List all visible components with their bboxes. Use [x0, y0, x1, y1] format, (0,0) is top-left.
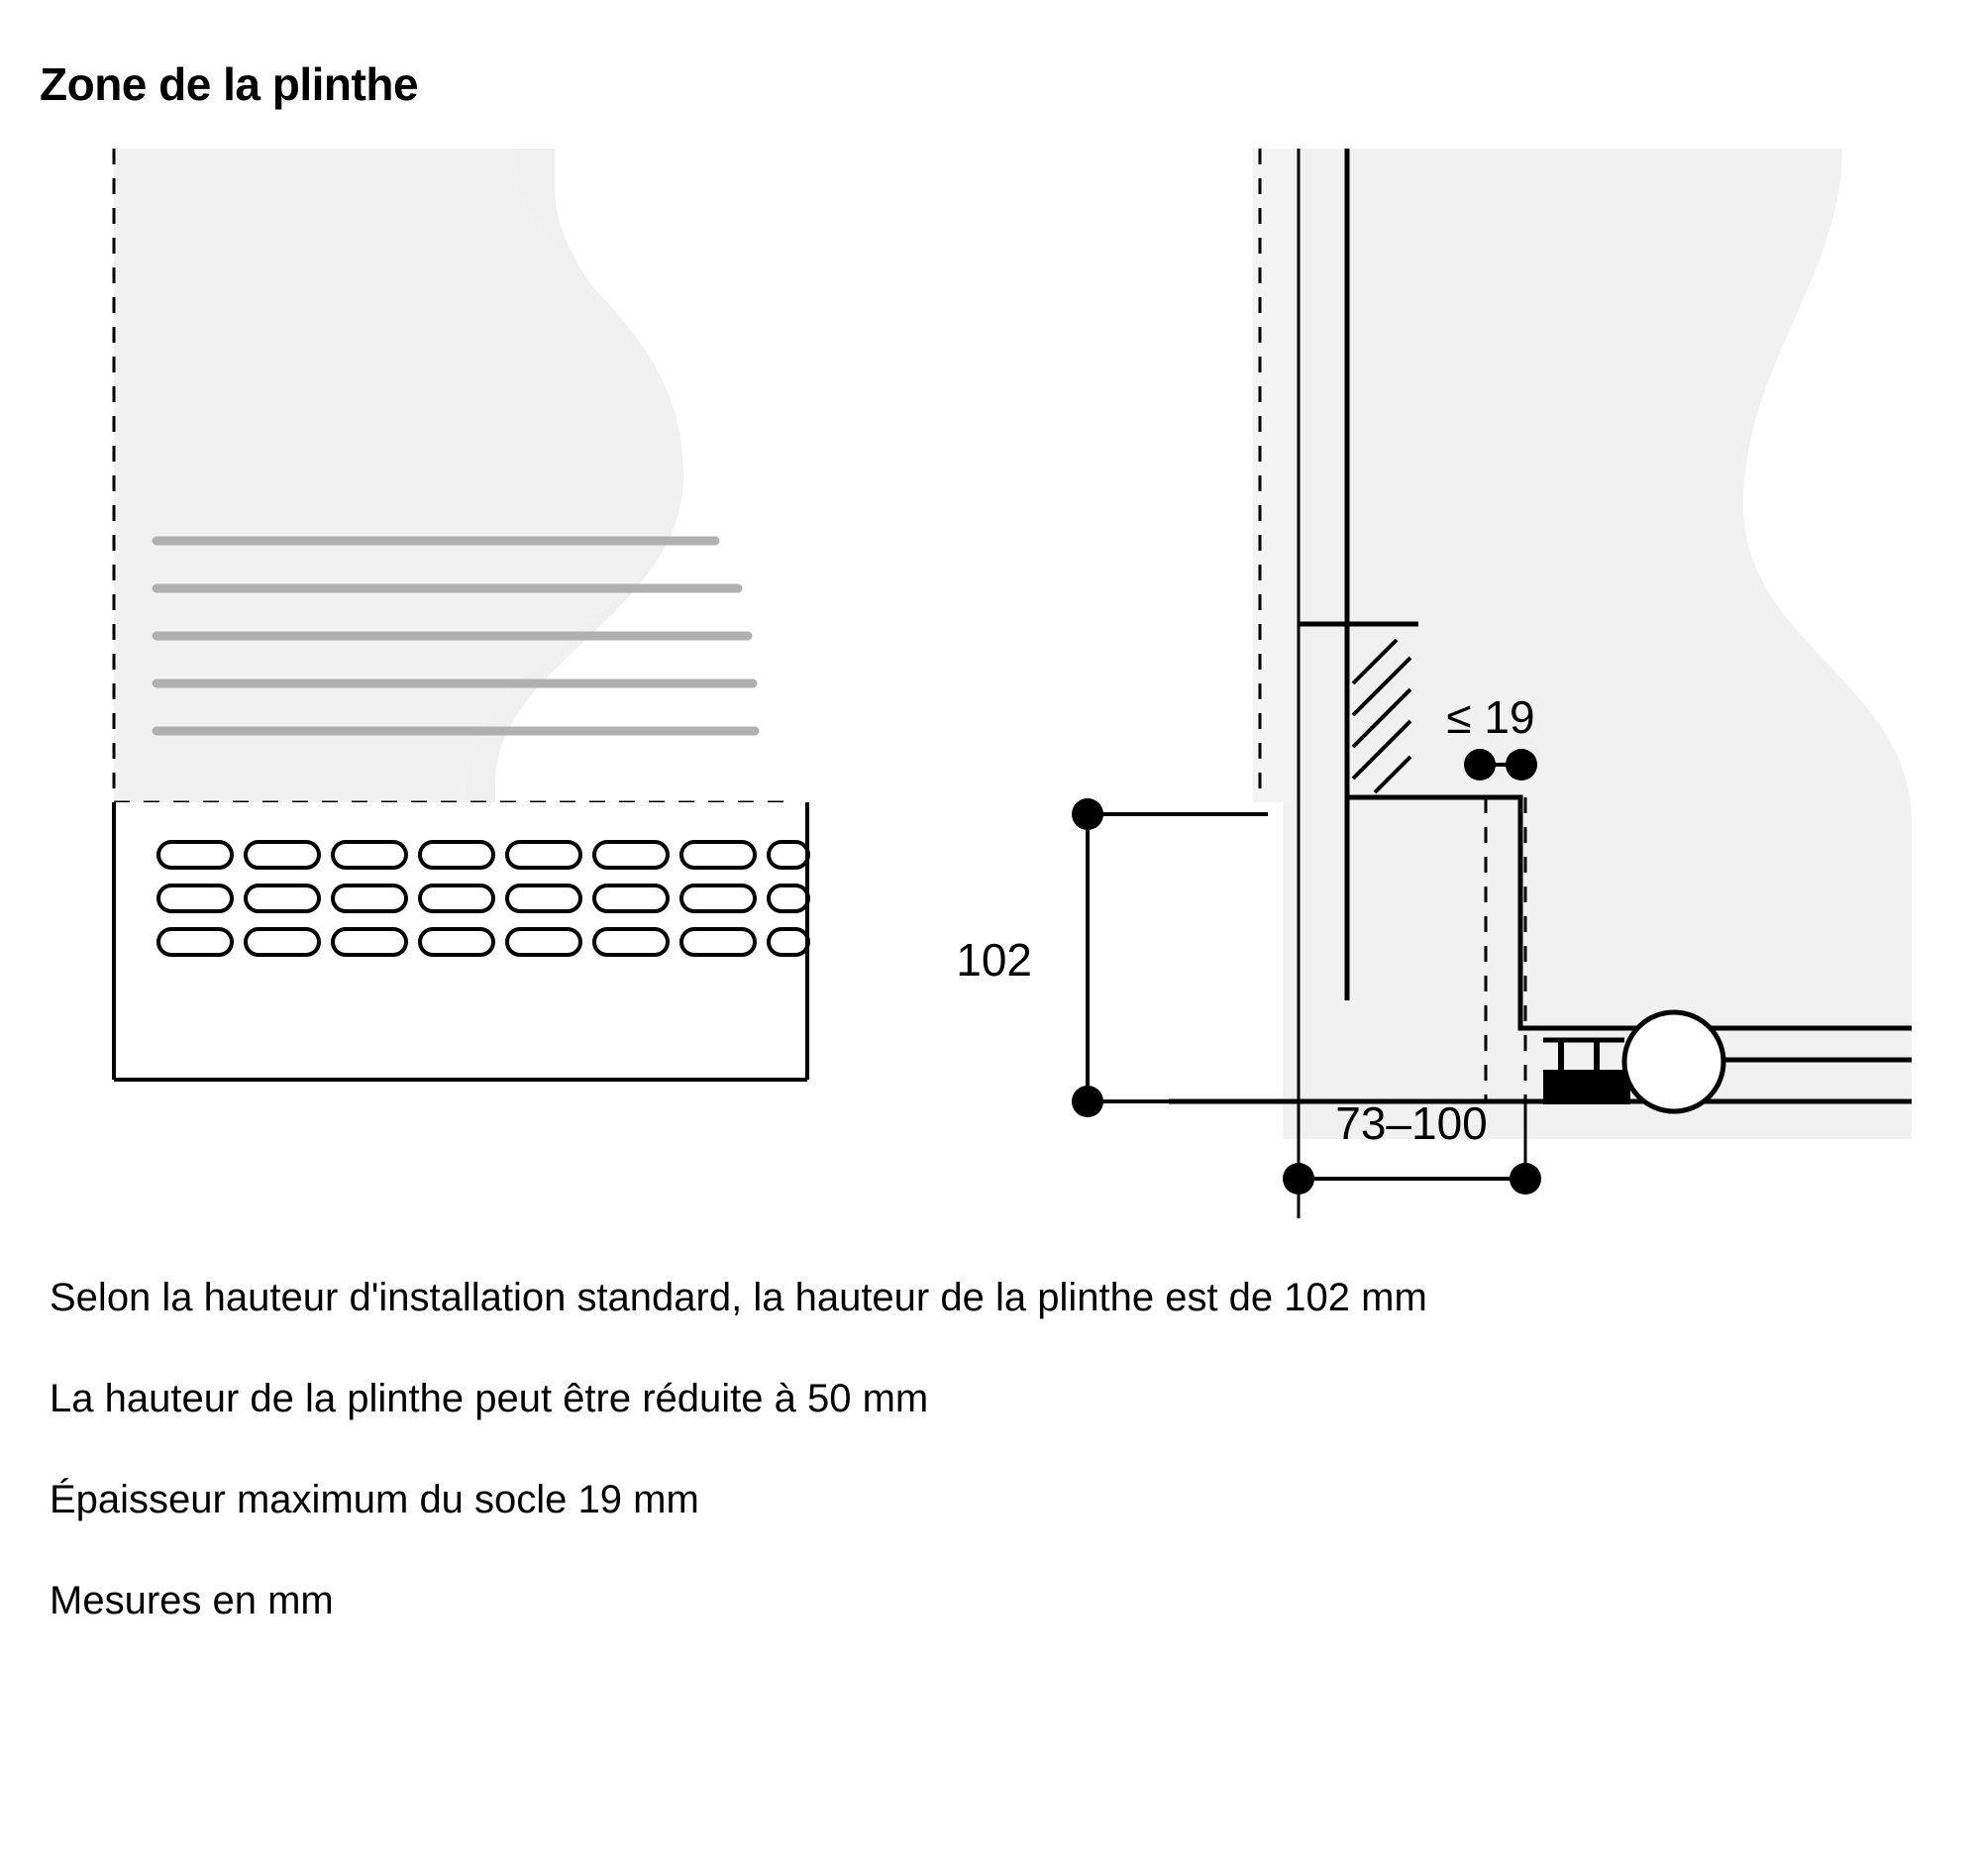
note-item: La hauteur de la plinthe peut être réduite à 50 mm	[50, 1377, 929, 1420]
note-item: Épaisseur maximum du socle 19 mm	[50, 1478, 699, 1521]
page-title: Zone de la plinthe	[40, 58, 419, 110]
label-plinth-height: 102	[956, 934, 1032, 986]
notes-list	[50, 1278, 1931, 1682]
right-view-group	[1072, 149, 1912, 1218]
note-item: Mesures en mm	[50, 1579, 334, 1622]
label-plinth-depth: 73–100	[1335, 1097, 1488, 1149]
label-base-thickness: ≤ 19	[1446, 691, 1535, 743]
left-view-group	[114, 149, 808, 1080]
note-item: Selon la hauteur d'installation standard, la hauteur de la plinthe est de 102 mm	[50, 1276, 1427, 1319]
plinth-diagram	[0, 149, 1981, 1218]
dimension-102	[1072, 798, 1268, 1117]
